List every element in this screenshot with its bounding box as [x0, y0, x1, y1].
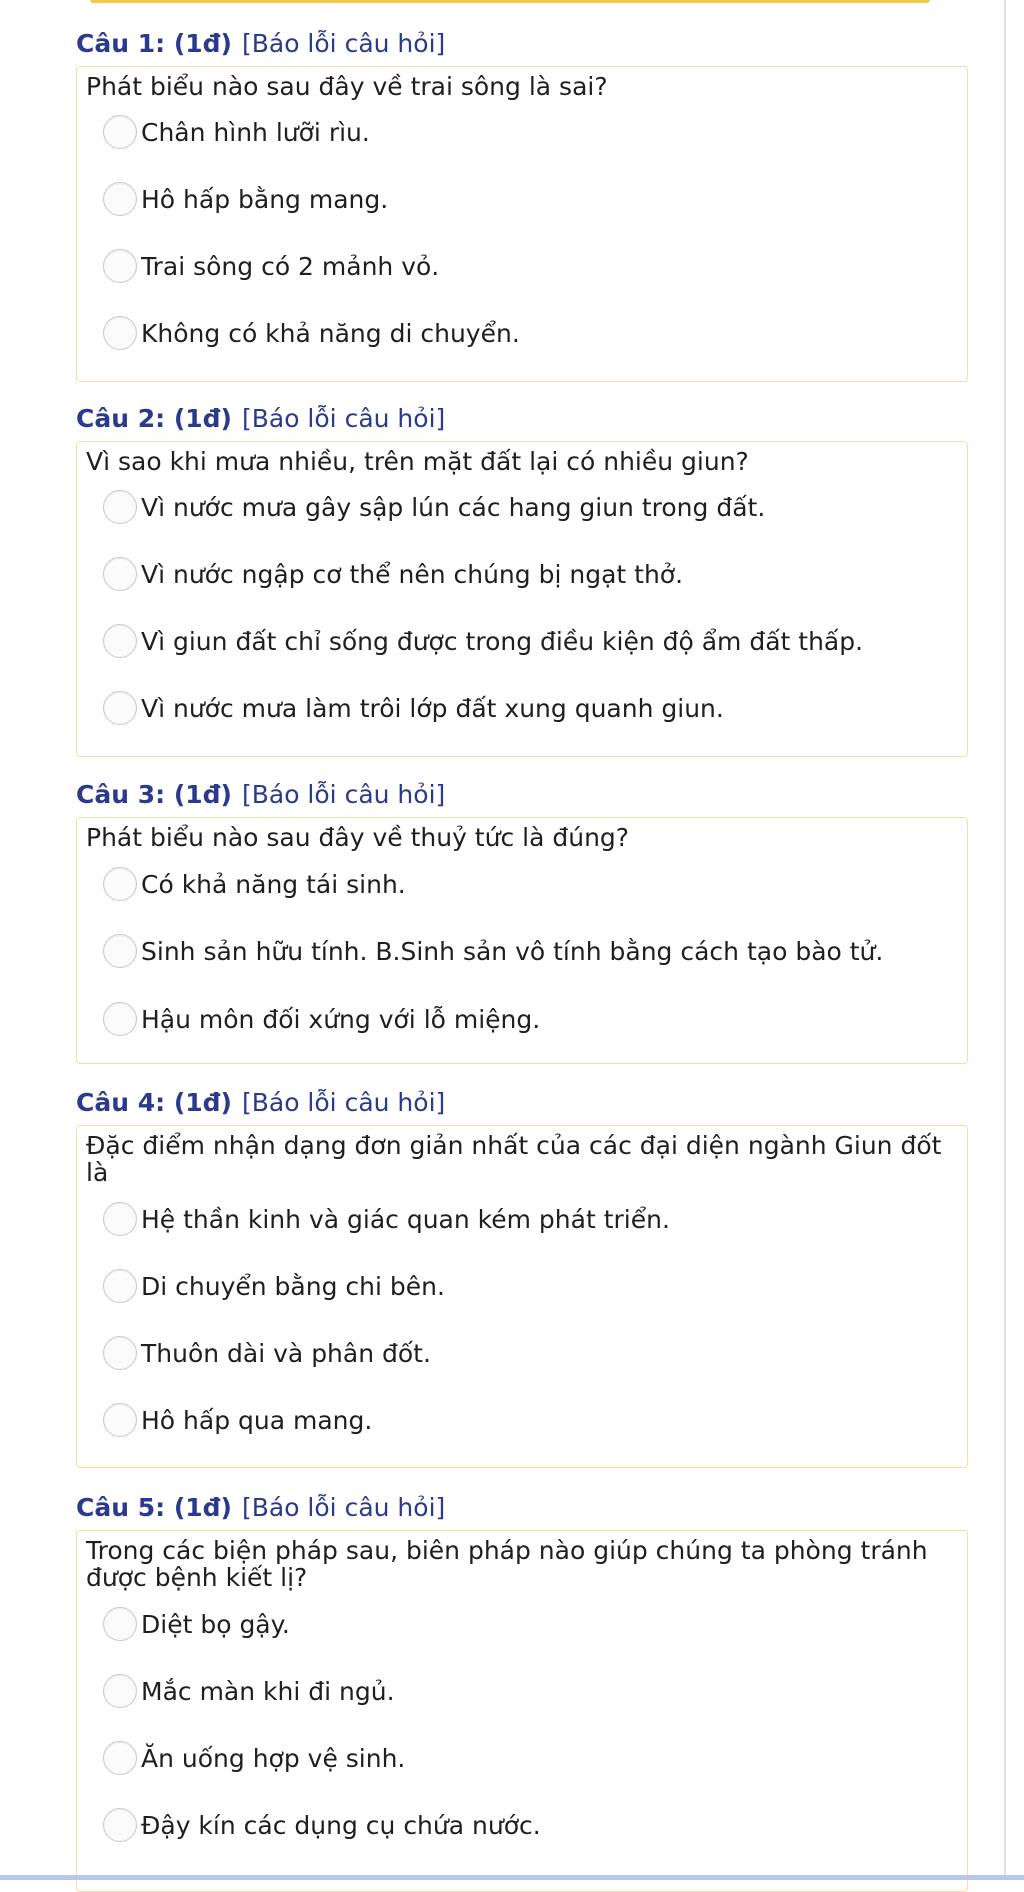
option-label: Hô hấp bằng mang.: [141, 184, 389, 214]
answer-option[interactable]: [103, 313, 943, 353]
question-card: [76, 1125, 968, 1468]
radio-button[interactable]: [103, 1002, 137, 1036]
question-card: [76, 66, 968, 382]
answer-option[interactable]: [103, 1604, 943, 1644]
option-label: Diệt bọ gậy.: [141, 1609, 290, 1639]
option-label: Thuôn dài và phân đốt.: [141, 1338, 431, 1368]
radio-button[interactable]: [103, 624, 137, 658]
question-card: [76, 441, 968, 757]
radio-button[interactable]: [103, 1336, 137, 1370]
radio-button[interactable]: [103, 115, 137, 149]
answer-option[interactable]: [103, 931, 943, 971]
answer-option[interactable]: [103, 1199, 943, 1239]
radio-button[interactable]: [103, 1741, 137, 1775]
report-error-link[interactable]: [Báo lỗi câu hỏi]: [241, 1492, 446, 1522]
radio-button[interactable]: [103, 249, 137, 283]
question-text: Vì sao khi mưa nhiều, trên mặt đất lại có nhiều giun?: [86, 447, 749, 476]
question-number: Câu 3: (1đ): [76, 779, 232, 809]
question-number: Câu 2: (1đ): [76, 403, 232, 433]
option-label: Sinh sản hữu tính. B.Sinh sản vô tính bằng cách tạo bào tử.: [141, 936, 884, 966]
question-header: [76, 1484, 968, 1530]
radio-button[interactable]: [103, 1403, 137, 1437]
option-label: Vì nước mưa gây sập lún các hang giun trong đất.: [141, 492, 766, 522]
question-header: [76, 395, 968, 441]
option-label: Ăn uống hợp vệ sinh.: [141, 1743, 406, 1773]
radio-button[interactable]: [103, 934, 137, 968]
radio-button[interactable]: [103, 1269, 137, 1303]
question-1: [76, 28, 968, 348]
question-text: Phát biểu nào sau đây về trai sông là sai?: [86, 72, 608, 101]
radio-button[interactable]: [103, 557, 137, 591]
answer-option[interactable]: [103, 1266, 943, 1306]
option-label: Vì nước ngập cơ thể nên chúng bị ngạt thở.: [141, 559, 684, 589]
option-label: Hệ thần kinh và giác quan kém phát triển.: [141, 1204, 670, 1234]
question-number: Câu 5: (1đ): [76, 1492, 232, 1522]
bottom-progress-strip: [0, 1875, 1024, 1880]
radio-button[interactable]: [103, 1607, 137, 1641]
radio-button[interactable]: [103, 316, 137, 350]
radio-button[interactable]: [103, 182, 137, 216]
report-error-link[interactable]: [Báo lỗi câu hỏi]: [241, 403, 446, 433]
answer-option[interactable]: [103, 1671, 943, 1711]
option-label: Vì nước mưa làm trôi lớp đất xung quanh giun.: [141, 693, 724, 723]
question-3: [76, 779, 968, 1034]
radio-button[interactable]: [103, 691, 137, 725]
question-4: [76, 1087, 968, 1435]
option-label: Di chuyển bằng chi bên.: [141, 1271, 445, 1301]
question-header: [76, 20, 968, 66]
question-5: [76, 1492, 968, 1840]
answer-option[interactable]: [103, 621, 943, 661]
option-label: Không có khả năng di chuyển.: [141, 318, 520, 348]
question-text: Phát biểu nào sau đây về thuỷ tức là đúng?: [86, 823, 630, 852]
radio-button[interactable]: [103, 1202, 137, 1236]
answer-option[interactable]: [103, 1333, 943, 1373]
radio-button[interactable]: [103, 867, 137, 901]
answer-option[interactable]: [103, 1400, 943, 1440]
question-number: Câu 4: (1đ): [76, 1087, 232, 1117]
answer-option[interactable]: [103, 1805, 943, 1845]
option-label: Trai sông có 2 mảnh vỏ.: [141, 251, 440, 281]
question-text: Đặc điểm nhận dạng đơn giản nhất của các đại diện ngành Giun đốt là: [86, 1131, 942, 1187]
answer-option[interactable]: [103, 999, 943, 1039]
right-border: [1004, 0, 1006, 1880]
report-error-link[interactable]: [Báo lỗi câu hỏi]: [241, 1087, 446, 1117]
option-label: Có khả năng tái sinh.: [141, 869, 406, 899]
answer-option[interactable]: [103, 554, 943, 594]
question-card: [76, 1530, 968, 1892]
question-card: [76, 817, 968, 1064]
option-label: Vì giun đất chỉ sống được trong điều kiện độ ẩm đất thấp.: [141, 626, 864, 656]
report-error-link[interactable]: [Báo lỗi câu hỏi]: [241, 779, 446, 809]
question-header: [76, 771, 968, 817]
answer-option[interactable]: [103, 864, 943, 904]
answer-option[interactable]: [103, 179, 943, 219]
question-header: [76, 1079, 968, 1125]
answer-option[interactable]: [103, 688, 943, 728]
radio-button[interactable]: [103, 1808, 137, 1842]
question-text: Trong các biện pháp sau, biên pháp nào giúp chúng ta phòng tránh được bệnh kiết lị?: [86, 1536, 928, 1592]
radio-button[interactable]: [103, 490, 137, 524]
question-number: Câu 1: (1đ): [76, 28, 232, 58]
top-accent-line: [90, 0, 930, 3]
report-error-link[interactable]: [Báo lỗi câu hỏi]: [241, 28, 446, 58]
option-label: Hậu môn đối xứng với lỗ miệng.: [141, 1004, 541, 1034]
answer-option[interactable]: [103, 112, 943, 152]
answer-option[interactable]: [103, 246, 943, 286]
option-label: Chân hình lưỡi rìu.: [141, 117, 370, 147]
option-label: Mắc màn khi đi ngủ.: [141, 1676, 395, 1706]
answer-option[interactable]: [103, 1738, 943, 1778]
radio-button[interactable]: [103, 1674, 137, 1708]
answer-option[interactable]: [103, 487, 943, 527]
option-label: Đậy kín các dụng cụ chứa nước.: [141, 1810, 541, 1840]
option-label: Hô hấp qua mang.: [141, 1405, 373, 1435]
question-2: [76, 403, 968, 723]
